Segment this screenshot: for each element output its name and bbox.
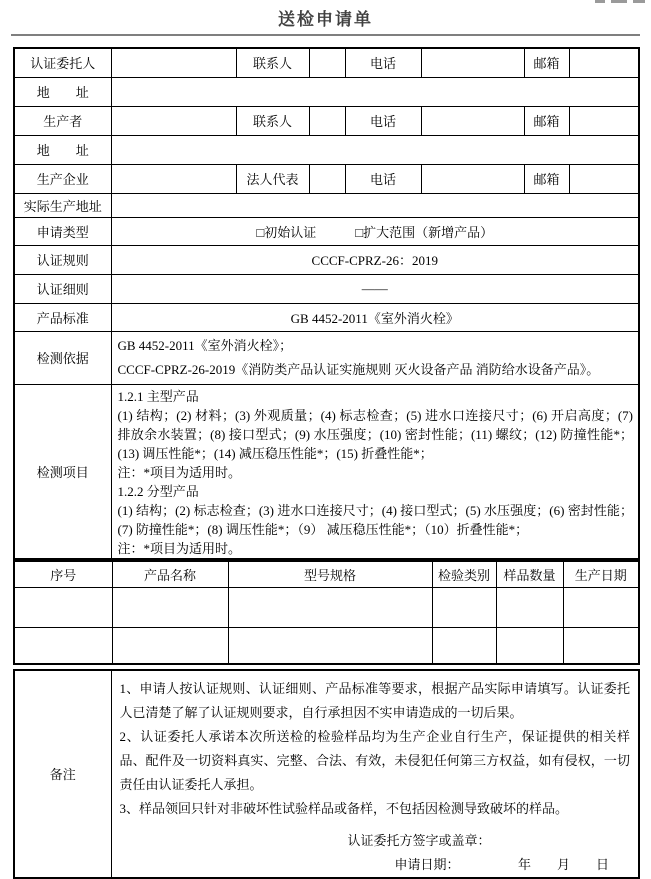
applicant-contact-field[interactable] [309, 48, 345, 77]
sample-inspection-type-field[interactable] [432, 628, 496, 664]
producer-contact-field[interactable] [309, 106, 345, 135]
factory-legal-rep-field[interactable] [309, 164, 345, 193]
test-basis-content [111, 331, 639, 384]
producer-phone-label: 电话 [345, 106, 421, 135]
cert-rule-value: CCCF-CPRZ-26：2019 [111, 245, 639, 274]
factory-name-field[interactable] [111, 164, 236, 193]
sample-qty-field[interactable] [496, 628, 563, 664]
remarks-row [14, 670, 639, 878]
page-title: 送检申请单 [278, 10, 373, 29]
applicant-address-field[interactable] [111, 77, 639, 106]
remarks-item: 2、认证委托人承诺本次所送检的检验样品均为生产企业自行生产，保证提供的相关样品、配件及一切资料真实、完整、合法、有效，未侵犯任何第三方权益，如有侵权，一切责任由认证委托人承担。 [119, 728, 630, 792]
applicant-name-field[interactable] [111, 48, 236, 77]
test-basis-line: GB 4452-2011《室外消火栓》； [117, 337, 293, 353]
remarks-item: 1、申请人按认证规则、认证细则、产品标准等要求，根据产品实际申请填写。认证委托人已清楚了解了认证规则要求，自行承担因不实申请造成的一切后果。 [119, 680, 630, 720]
test-items-list: (1) 结构；(2) 材料；(3) 外观质量；(4) 标志检查；(5) 进水口连接尺寸；(6) 开启高度；(7) 排放余水装置；(8) 接口型式；(9) 水压强度；(10) 密封性能；(11) 螺纹；(12) 防撞性能*；(13) 调压性能*；(14) 减压稳压性能*；(15) 折叠性能*； [117, 407, 633, 461]
column-header-product-name: 产品名称 [112, 561, 228, 588]
sample-index-field[interactable] [14, 628, 112, 664]
sample-product-name-field[interactable] [112, 588, 228, 628]
factory-phone-label: 电话 [345, 164, 421, 193]
application-type-options[interactable]: □初始认证 □扩大范围（新增产品） [111, 217, 639, 245]
factory-legal-rep-label: 法人代表 [236, 164, 309, 193]
factory-row [14, 164, 639, 193]
sample-row [14, 588, 639, 628]
test-items-content [111, 384, 639, 559]
factory-email-field[interactable] [569, 164, 639, 193]
producer-address-row [14, 135, 639, 164]
sample-list-table [13, 560, 640, 665]
applicant-email-label: 邮箱 [524, 48, 569, 77]
cert-rule-label: 认证规则 [14, 245, 111, 274]
producer-phone-field[interactable] [421, 106, 524, 135]
test-items-section-title: 1.2.1 主型产品 [117, 388, 199, 404]
producer-label: 生产者 [14, 106, 111, 135]
applicant-address-label: 地 址 [14, 77, 111, 106]
sample-row [14, 628, 639, 664]
signature-or-seal-label[interactable]: 认证委托方签字或盖章： [347, 832, 491, 848]
sample-production-date-field[interactable] [563, 588, 639, 628]
actual-address-row [14, 193, 639, 217]
sample-model-spec-field[interactable] [228, 628, 432, 664]
applicant-label: 认证委托人 [14, 48, 111, 77]
producer-address-label: 地 址 [14, 135, 111, 164]
cert-detail-value: —— [111, 274, 639, 303]
applicant-address-row [14, 77, 639, 106]
column-header-production-date: 生产日期 [563, 561, 639, 588]
sample-index-field[interactable] [14, 588, 112, 628]
sample-product-name-field[interactable] [112, 628, 228, 664]
sample-model-spec-field[interactable] [228, 588, 432, 628]
factory-label: 生产企业 [14, 164, 111, 193]
factory-phone-field[interactable] [421, 164, 524, 193]
cert-rule-row [14, 245, 639, 274]
column-header-index: 序号 [14, 561, 112, 588]
producer-name-field[interactable] [111, 106, 236, 135]
producer-email-field[interactable] [569, 106, 639, 135]
test-items-note: 注：*项目为适用时。 [117, 540, 242, 556]
test-items-row [14, 384, 639, 559]
column-header-sample-qty: 样品数量 [496, 561, 563, 588]
product-standard-value: GB 4452-2011《室外消火栓》 [111, 303, 639, 331]
remarks-item: 3、样品领回只针对非破坏性试验样品或备样，不包括因检测导致破坏的样品。 [119, 800, 569, 816]
application-type-label: 申请类型 [14, 217, 111, 245]
page-corner-artifact [589, 0, 645, 4]
applicant-contact-label: 联系人 [236, 48, 309, 77]
test-items-note: 注：*项目为适用时。 [117, 464, 242, 480]
application-type-row [14, 217, 639, 245]
factory-email-label: 邮箱 [524, 164, 569, 193]
column-header-model-spec: 型号规格 [228, 561, 432, 588]
actual-address-label: 实际生产地址 [14, 193, 111, 217]
producer-email-label: 邮箱 [524, 106, 569, 135]
applicant-phone-label: 电话 [345, 48, 421, 77]
product-standard-label: 产品标准 [14, 303, 111, 331]
test-items-list: (1) 结构；(2) 标志检查；(3) 进水口连接尺寸；(4) 接口型式；(5) 水压强度；(6) 密封性能；(7) 防撞性能*；(8) 调压性能*；（9） 减压稳压性能*；（10）折叠性能*； [117, 502, 633, 537]
cert-detail-label: 认证细则 [14, 274, 111, 303]
test-items-label: 检测项目 [14, 384, 111, 559]
applicant-phone-field[interactable] [421, 48, 524, 77]
test-basis-label: 检测依据 [14, 331, 111, 384]
sample-header-row [14, 561, 639, 588]
actual-address-field[interactable] [111, 193, 639, 217]
applicant-row [14, 48, 639, 77]
cert-detail-row [14, 274, 639, 303]
title-divider [11, 34, 640, 36]
application-date-line[interactable]: 申请日期： 年 月 日 [394, 856, 610, 872]
product-standard-row [14, 303, 639, 331]
test-basis-row [14, 331, 639, 384]
applicant-email-field[interactable] [569, 48, 639, 77]
producer-row [14, 106, 639, 135]
test-basis-line: CCCF-CPRZ-26-2019《消防类产品认证实施规则 灭火设备产品 消防给水设备产品》。 [117, 361, 600, 377]
remarks-table [13, 669, 640, 879]
test-items-section-title: 1.2.2 分型产品 [117, 483, 199, 499]
application-info-table [13, 47, 640, 560]
producer-contact-label: 联系人 [236, 106, 309, 135]
remarks-content [111, 670, 639, 878]
sample-inspection-type-field[interactable] [432, 588, 496, 628]
sample-qty-field[interactable] [496, 588, 563, 628]
sample-production-date-field[interactable] [563, 628, 639, 664]
remarks-label: 备注 [14, 670, 111, 878]
column-header-inspection-type: 检验类别 [432, 561, 496, 588]
producer-address-field[interactable] [111, 135, 639, 164]
